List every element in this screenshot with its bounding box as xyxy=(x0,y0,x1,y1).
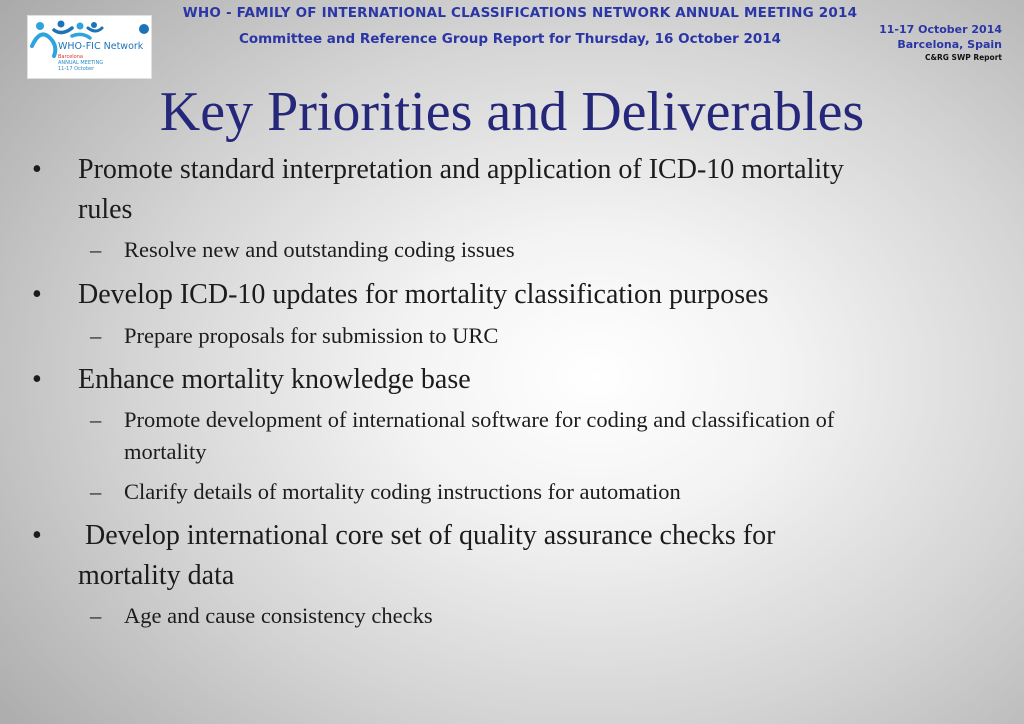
bullet-text: rules xyxy=(78,194,133,225)
bullet-text: mortality data xyxy=(78,560,235,591)
dash-marker: – xyxy=(90,237,102,262)
sub-bullet-item xyxy=(90,476,681,508)
sub-bullet-text: mortality xyxy=(124,439,207,464)
slide-title: Key Priorities and Deliverables xyxy=(159,81,865,143)
logo-city: Barcelona xyxy=(58,54,83,60)
sub-bullet-item xyxy=(90,234,515,266)
meeting-title: WHO - FAMILY OF INTERNATIONAL CLASSIFICATIONS NETWORK ANNUAL MEETING 2014 xyxy=(182,5,858,21)
sub-bullet-text: Age and cause consistency checks xyxy=(124,603,433,628)
bullet-text: Develop ICD-10 updates for mortality classification purposes xyxy=(78,279,769,310)
bullet-item xyxy=(32,150,844,230)
sub-bullet-item xyxy=(90,600,433,632)
sub-bullet-text: Prepare proposals for submission to URC xyxy=(124,323,499,348)
bullet-text: Promote standard interpretation and application of ICD-10 mortality xyxy=(78,154,844,185)
sub-bullet-item xyxy=(90,320,499,352)
bullet-marker: • xyxy=(32,154,42,185)
dash-marker: – xyxy=(90,479,102,504)
report-subtitle: Committee and Reference Group Report for Thursday, 16 October 2014 xyxy=(238,31,782,47)
dash-marker: – xyxy=(90,407,102,432)
bullet-text: Develop international core set of quality assurance checks for xyxy=(78,520,776,551)
sub-bullet-item xyxy=(90,404,835,468)
bullet-marker: • xyxy=(32,364,42,395)
sub-bullet-text: Promote development of international software for coding and classification of xyxy=(124,407,835,432)
logo-name: WHO-FIC Network xyxy=(58,41,144,52)
bullet-marker: • xyxy=(32,520,42,551)
bullet-item xyxy=(32,360,471,400)
bullet-marker: • xyxy=(32,279,42,310)
meeting-location: Barcelona, Spain xyxy=(897,38,1002,51)
dash-marker: – xyxy=(90,323,102,348)
logo-dates: 11-17 October xyxy=(58,66,95,72)
bullet-item xyxy=(32,516,776,596)
dash-marker: – xyxy=(90,603,102,628)
sub-bullet-text: Clarify details of mortality coding instructions for automation xyxy=(124,479,681,504)
bullet-item xyxy=(32,275,769,315)
report-code: C&RG SWP Report xyxy=(924,53,1002,62)
logo-meeting: ANNUAL MEETING xyxy=(58,60,104,66)
sub-bullet-text: Resolve new and outstanding coding issues xyxy=(124,237,515,262)
meeting-dates: 11-17 October 2014 xyxy=(879,23,1002,36)
bullet-text: Enhance mortality knowledge base xyxy=(78,364,471,395)
